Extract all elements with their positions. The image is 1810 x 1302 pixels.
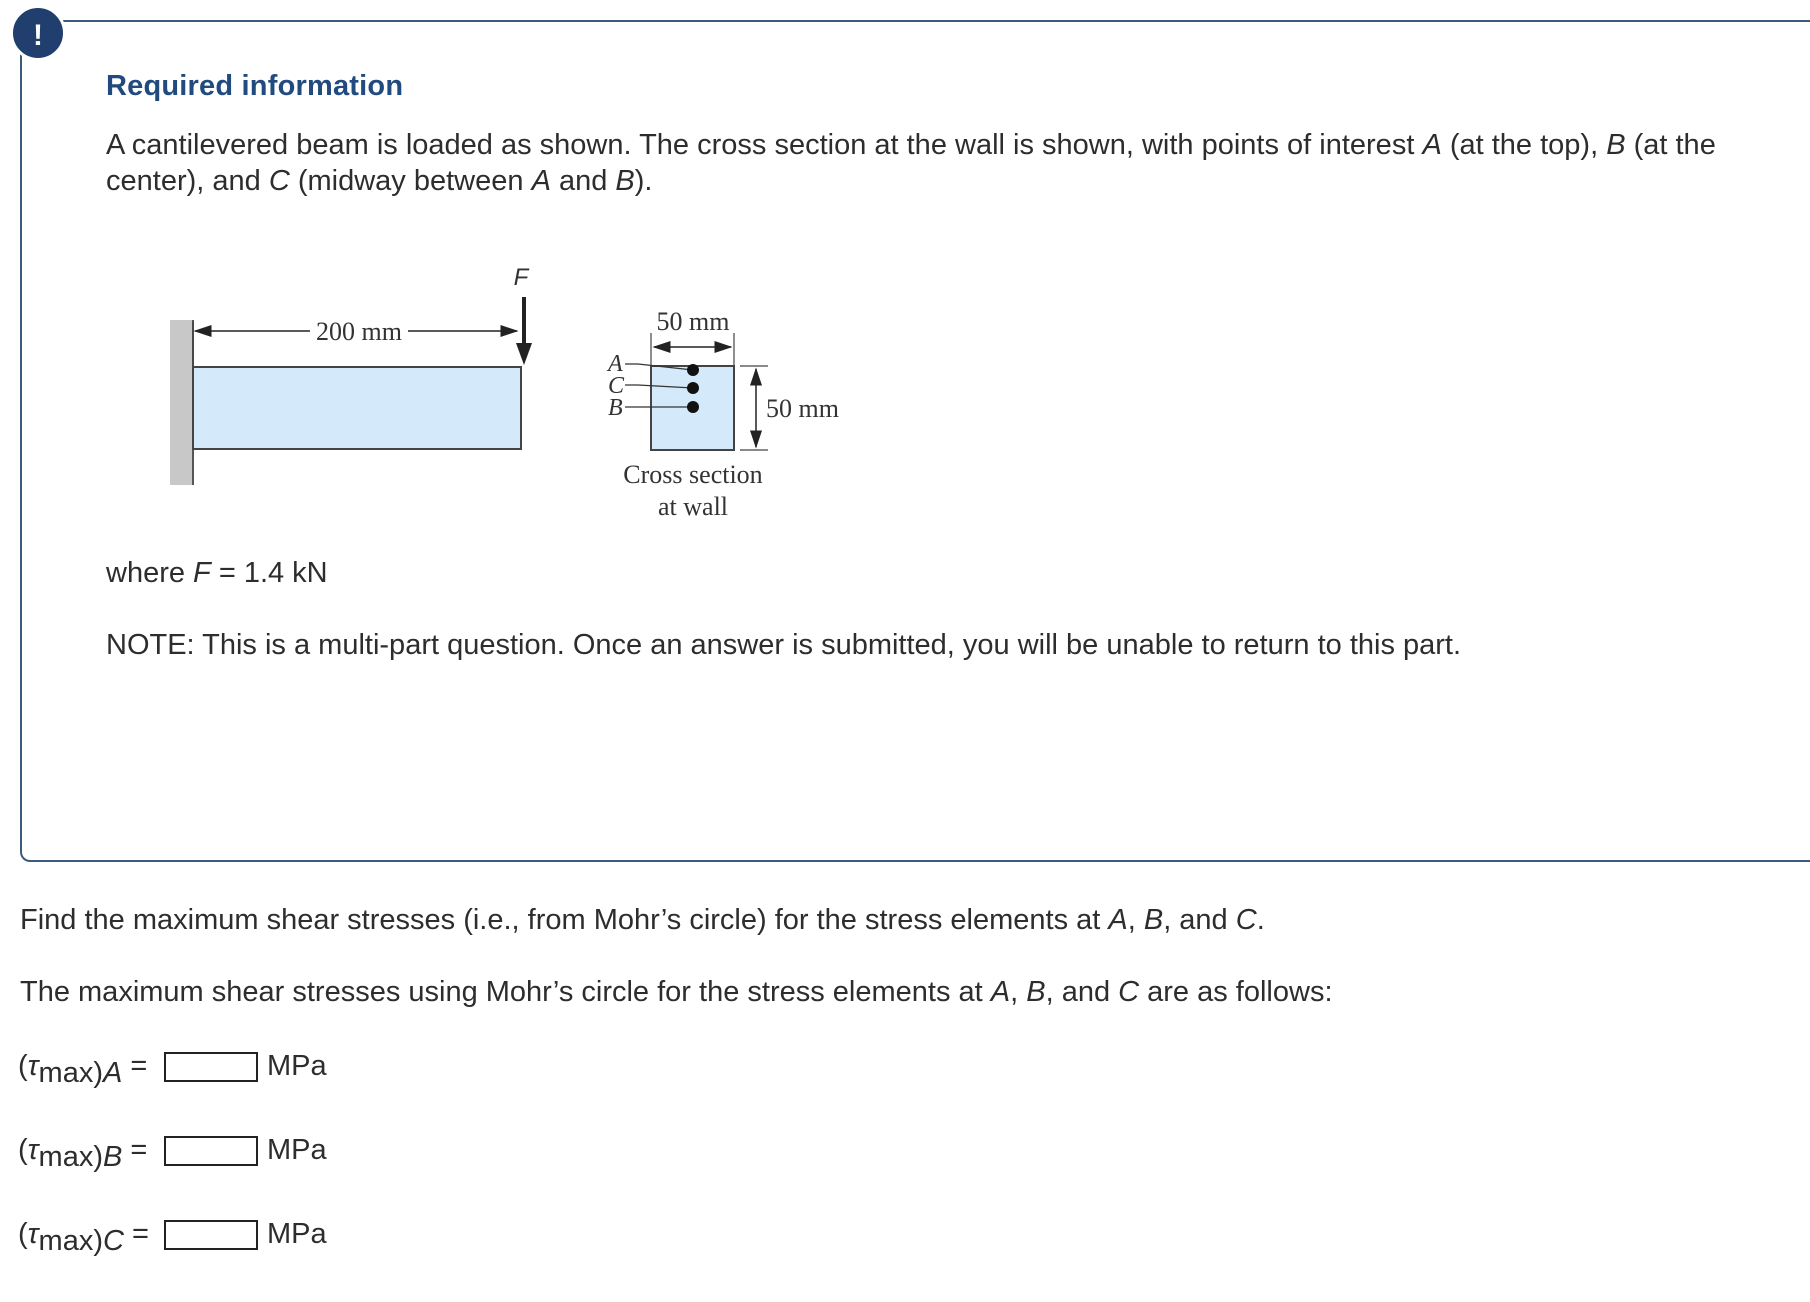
multi-part-note: NOTE: This is a multi-part question. Once an answer is submitted, you will be unable to return to this part. xyxy=(106,629,1462,661)
unit-label-c: MPa xyxy=(267,1218,327,1250)
tau-max-b-input[interactable] xyxy=(164,1136,258,1166)
answer-label-a: (τmax)A = xyxy=(18,1050,148,1089)
required-information-title: Required information xyxy=(106,70,404,102)
force-label: F xyxy=(513,264,529,291)
force-value-text: where F = 1.4 kN xyxy=(106,557,328,589)
wall xyxy=(170,320,193,485)
height-dimension-label: 50 mm xyxy=(766,394,839,423)
point-c-marker xyxy=(687,382,699,394)
problem-intro-text: A cantilevered beam is loaded as shown. The cross section at the wall is shown, with points of interest A (at the top), B (at the center), and C (midway between A and B). xyxy=(106,129,1716,197)
unit-label-a: MPa xyxy=(267,1050,327,1082)
beam-figure xyxy=(160,255,880,535)
point-b-marker xyxy=(687,401,699,413)
point-c-label: C xyxy=(608,373,625,399)
question-find-text: Find the maximum shear stresses (i.e., from Mohr’s circle) for the stress elements at A, B, and C. xyxy=(20,904,1265,936)
point-a-marker xyxy=(687,364,699,376)
cross-section-caption-line2: at wall xyxy=(657,492,729,521)
answer-label-b: (τmax)B = xyxy=(18,1134,148,1173)
point-b-label: B xyxy=(608,395,623,421)
point-a-label: A xyxy=(608,351,623,377)
cross-section-caption-line1: Cross section xyxy=(623,460,763,489)
exclamation-icon: ! xyxy=(10,5,66,61)
width-dimension-label: 50 mm xyxy=(656,307,730,336)
tau-max-c-input[interactable] xyxy=(164,1220,258,1250)
cantilever-beam xyxy=(193,367,521,449)
question-max-shear-text: The maximum shear stresses using Mohr’s circle for the stress elements at A, B, and C are as follows: xyxy=(20,976,1333,1008)
tau-max-a-input[interactable] xyxy=(164,1052,258,1082)
answer-label-c: (τmax)C = xyxy=(18,1218,149,1257)
unit-label-b: MPa xyxy=(267,1134,327,1166)
length-dimension-label: 200 mm xyxy=(316,317,402,346)
